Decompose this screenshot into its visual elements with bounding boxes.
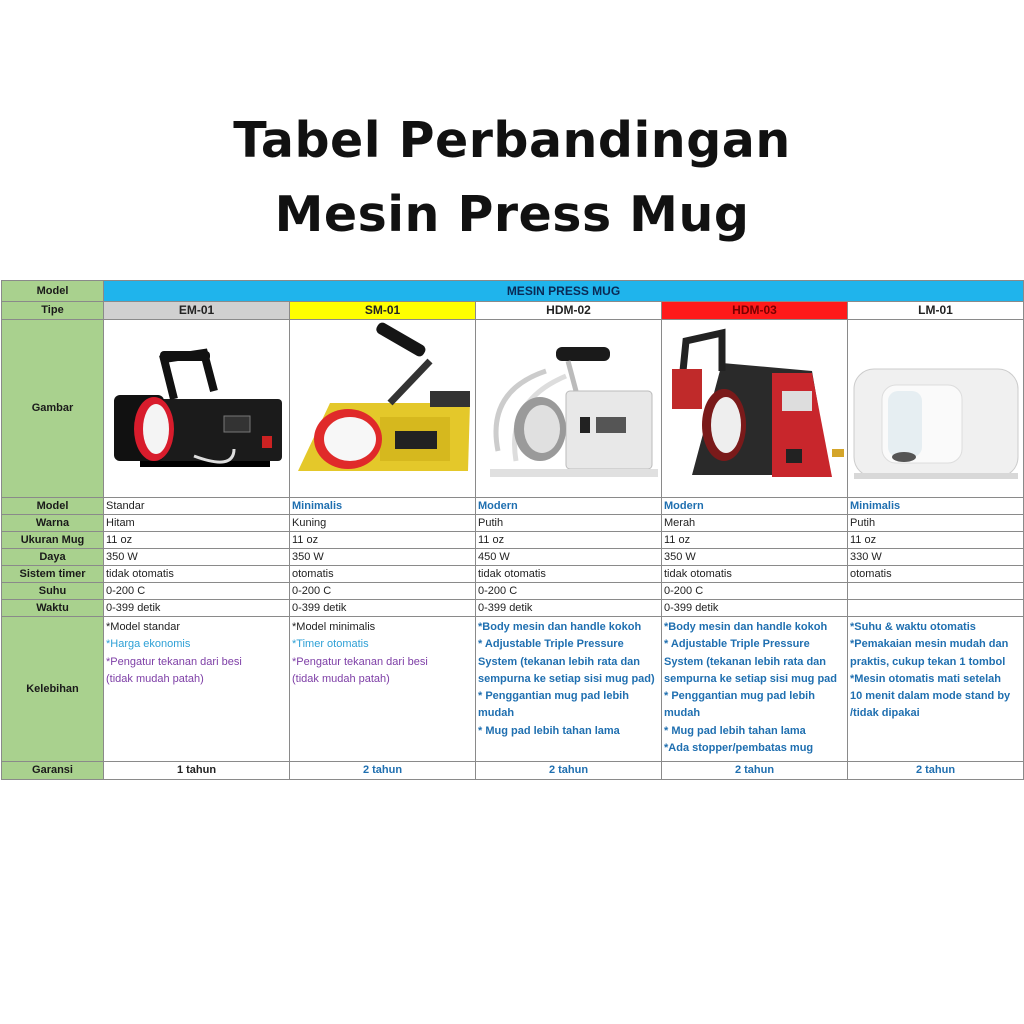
row-label-warna: Warna [2, 515, 104, 532]
garansi-cell: 2 tahun [290, 762, 476, 780]
table-row [2, 583, 1024, 600]
kelebihan-line: *Pengatur tekanan dari besi [292, 655, 428, 668]
kelebihan-cell [290, 617, 476, 762]
yellow-mug-press-image [290, 320, 476, 498]
table-row [2, 566, 1024, 583]
table-row [2, 281, 1024, 302]
kelebihan-line: *Timer otomatis [292, 638, 369, 651]
page-title-line-2: Mesin Press Mug [274, 186, 750, 243]
ukuran-cell: 11 oz [662, 532, 848, 549]
suhu-cell: 0-200 C [104, 583, 290, 600]
timer-cell: otomatis [290, 566, 476, 583]
row-label-tipe: Tipe [2, 302, 104, 320]
kelebihan-line: *Body mesin dan handle kokoh [478, 621, 642, 633]
tipe-cell: LM-01 [848, 302, 1024, 320]
kelebihan-line: sempurna ke setiap sisi mug pad) [478, 672, 655, 685]
model-cell: Standar [104, 498, 290, 515]
daya-cell: 330 W [848, 549, 1024, 566]
page-title-line-1: Tabel Perbandingan [233, 112, 791, 169]
kelebihan-line: mudah [478, 707, 515, 720]
table-row [2, 600, 1024, 617]
suhu-cell: 0-200 C [290, 583, 476, 600]
row-label-sistem-timer: Sistem timer [2, 566, 104, 583]
table-row [2, 532, 1024, 549]
kelebihan-line: *Model minimalis [292, 621, 376, 633]
model-cell: Minimalis [290, 498, 476, 515]
tipe-cell: HDM-02 [476, 302, 662, 320]
timer-cell: otomatis [848, 566, 1024, 583]
waktu-cell: 0-399 detik [104, 600, 290, 617]
kelebihan-line: sempurna ke setiap sisi mug pad [664, 672, 838, 685]
garansi-cell: 2 tahun [662, 762, 848, 780]
kelebihan-line: praktis, cukup tekan 1 tombol [850, 655, 1006, 668]
kelebihan-line: *Pengatur tekanan dari besi [106, 655, 242, 668]
row-label-ukuran-mug: Ukuran Mug [2, 532, 104, 549]
row-label-garansi: Garansi [2, 762, 104, 780]
warna-cell: Putih [476, 515, 662, 532]
garansi-cell: 2 tahun [476, 762, 662, 780]
row-label-suhu: Suhu [2, 583, 104, 600]
comparison-table [1, 280, 1024, 780]
row-label-waktu: Waktu [2, 600, 104, 617]
garansi-cell: 1 tahun [104, 762, 290, 780]
kelebihan-line: * Penggantian mug pad lebih [664, 690, 815, 703]
suhu-cell [848, 583, 1024, 600]
warna-cell: Kuning [290, 515, 476, 532]
table-row [2, 320, 1024, 498]
kelebihan-cell [476, 617, 662, 762]
white-mug-press-image [476, 320, 662, 498]
kelebihan-line: 10 menit dalam mode stand by [850, 690, 1011, 703]
kelebihan-line: (tidak mudah patah) [106, 672, 204, 685]
warna-cell: Putih [848, 515, 1024, 532]
ukuran-cell: 11 oz [104, 532, 290, 549]
black-mug-press-image [104, 320, 290, 498]
row-label-kelebihan: Kelebihan [2, 617, 104, 762]
table-row [2, 302, 1024, 320]
table-row [2, 549, 1024, 566]
tipe-cell: EM-01 [104, 302, 290, 320]
row-label-model: Model [2, 498, 104, 515]
kelebihan-line: System (tekanan lebih rata dan [478, 655, 640, 668]
model-cell: Modern [662, 498, 848, 515]
kelebihan-line: *Pemakaian mesin mudah dan [850, 638, 1009, 651]
tipe-cell: SM-01 [290, 302, 476, 320]
tipe-cell: HDM-03 [662, 302, 848, 320]
ukuran-cell: 11 oz [476, 532, 662, 549]
kelebihan-line: System (tekanan lebih rata dan [664, 655, 826, 668]
timer-cell: tidak otomatis [476, 566, 662, 583]
warna-cell: Hitam [104, 515, 290, 532]
kelebihan-line: *Body mesin dan handle kokoh [664, 621, 828, 633]
ukuran-cell: 11 oz [290, 532, 476, 549]
kelebihan-cell [848, 617, 1024, 762]
timer-cell: tidak otomatis [104, 566, 290, 583]
daya-cell: 350 W [290, 549, 476, 566]
suhu-cell: 0-200 C [476, 583, 662, 600]
waktu-cell [848, 600, 1024, 617]
kelebihan-line: *Ada stopper/pembatas mug [664, 742, 814, 755]
kelebihan-line: *Harga ekonomis [106, 638, 191, 651]
ukuran-cell: 11 oz [848, 532, 1024, 549]
kelebihan-line: * Adjustable Triple Pressure [478, 638, 624, 651]
table-row [2, 515, 1024, 532]
model-cell: Minimalis [848, 498, 1024, 515]
kelebihan-line: *Model standar [106, 621, 180, 633]
timer-cell: tidak otomatis [662, 566, 848, 583]
kelebihan-cell [662, 617, 848, 762]
kelebihan-line: * Penggantian mug pad lebih [478, 690, 629, 703]
daya-cell: 450 W [476, 549, 662, 566]
kelebihan-line: * Mug pad lebih tahan lama [478, 724, 620, 737]
warna-cell: Merah [662, 515, 848, 532]
waktu-cell: 0-399 detik [290, 600, 476, 617]
red-mug-press-image [662, 320, 848, 498]
banner-mesin-press-mug: MESIN PRESS MUG [104, 281, 1024, 302]
model-cell: Modern [476, 498, 662, 515]
row-label-daya: Daya [2, 549, 104, 566]
kelebihan-line: * Adjustable Triple Pressure [664, 638, 810, 651]
daya-cell: 350 W [104, 549, 290, 566]
waktu-cell: 0-399 detik [662, 600, 848, 617]
kelebihan-line: *Suhu & waktu otomatis [850, 621, 976, 633]
suhu-cell: 0-200 C [662, 583, 848, 600]
row-label-gambar: Gambar [2, 320, 104, 498]
kelebihan-cell [104, 617, 290, 762]
white-box-mug-press-image [848, 320, 1024, 498]
kelebihan-line: mudah [664, 707, 701, 720]
kelebihan-line: * Mug pad lebih tahan lama [664, 724, 806, 737]
kelebihan-line: (tidak mudah patah) [292, 672, 390, 685]
garansi-cell: 2 tahun [848, 762, 1024, 780]
waktu-cell: 0-399 detik [476, 600, 662, 617]
daya-cell: 350 W [662, 549, 848, 566]
table-row [2, 617, 1024, 762]
table-row [2, 762, 1024, 780]
kelebihan-line: *Mesin otomatis mati setelah [850, 672, 1001, 685]
kelebihan-line: /tidak dipakai [850, 707, 920, 720]
table-row [2, 498, 1024, 515]
header-model-label: Model [2, 281, 104, 302]
